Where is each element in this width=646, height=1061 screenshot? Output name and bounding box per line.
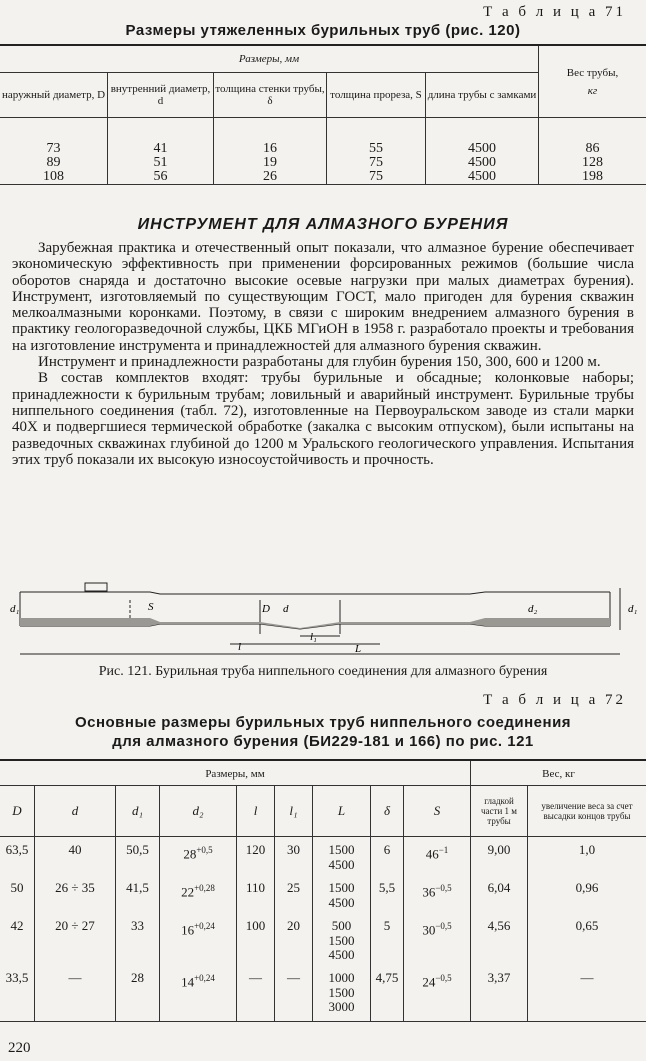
label-l: l <box>238 641 242 653</box>
table-row: 50 26 ÷ 35 41,5 $22^{+0,28}$ 110 25 1500 4500 5,5 $36^{-0,5}$ 6,04 0,96 <box>0 881 646 919</box>
paragraph: В состав комплектов входят: трубы бурильные и обсадные; колонковые наборы; принадлежности к бурильным трубам; ловильный и аварийный инструмент. Бурильные трубы ниппельного соединения (табл. 72), изготовленные на Первоуральском заводе из стали марки 40Х и подвергшиеся термической обработке (закалка с высоким отпуском), были испытаны на разведочных скважинах глубиной до 1200 м Уральского геологического управления. Испытания этих труб показали их высокую износоустойчивость и прочность. <box>12 370 634 468</box>
group-header: Размеры, мм <box>0 45 539 73</box>
col-header: наружный диаметр, D <box>0 73 108 118</box>
table-row: 63,5 40 50,5 $28^{+0,5}$ 120 30 1500 4500 6 $46^{-1}$ 9,00 1,0 <box>0 843 646 881</box>
page-number: 220 <box>8 1040 31 1056</box>
col-header: толщина прореза, S <box>327 73 426 118</box>
table-title: Основные размеры бурильных труб ниппельного соединения <box>74 714 572 731</box>
label-d1: d₁ <box>10 603 20 615</box>
col-header: l <box>237 786 275 837</box>
col-header: δ <box>371 786 404 837</box>
col-header: D <box>0 786 35 837</box>
group-header: Размеры, мм <box>0 760 471 786</box>
col-header: гладкой части 1 м трубы <box>471 786 528 837</box>
section-heading: ИНСТРУМЕНТ ДЛЯ АЛМАЗНОГО БУРЕНИЯ <box>137 216 509 233</box>
col-header: внутренний диаметр, d <box>108 73 214 118</box>
table-title: для алмазного бурения (БИ229-181 и 166) по рис. 121 <box>112 733 534 750</box>
table-row: 33,5 — 28 $14^{+0,24}$ — — 1000 1500 3000 4,75 $24^{-0,5}$ 3,37 — <box>0 971 646 1022</box>
table-number: Т а б л и ц а 72 <box>483 692 626 708</box>
pipe-drawing <box>0 578 646 660</box>
label-d1-right: d₁ <box>628 603 638 615</box>
col-header: L <box>313 786 371 837</box>
col-header: длина трубы с замками <box>426 73 539 118</box>
col-header: увеличение веса за счет высадки концов трубы <box>528 786 646 837</box>
paragraph: Зарубежная практика и отечественный опыт показали, что алмазное бурение обеспечивает экономическую эффективность при применении форсированных режимов (большие числа оборотов снаряда и достаточно высокие осевые нагрузки при малых диаметрах бурения). Инструмент, изготовляемый по существующим ГОСТ, мало пригоден для бурения скважин мелкоалмазными коронками. Поэтому, в связи с широким внедрением алмазного бурения в практику геологоразведочной службы, ЦКБ МГиОН в 1958 г. разработало проекты и требования на изготовление инструмента и принадлежностей для алмазного бурения скважин. <box>12 240 634 354</box>
weight-header: Вес, кг <box>471 760 646 786</box>
col-header: S <box>404 786 471 837</box>
label-s: S <box>148 601 154 613</box>
col-header: d <box>35 786 116 837</box>
table-72 <box>0 759 646 1022</box>
label-l1: l₁ <box>310 631 317 643</box>
paragraph: Инструмент и принадлежности разработаны для глубин бурения 150, 300, 600 и 1200 м. <box>38 354 601 371</box>
col-header: d₂ <box>160 786 237 837</box>
label-d2: d₂ <box>528 603 538 615</box>
label-d-outer: D <box>262 603 270 615</box>
col-header: l₁ <box>275 786 313 837</box>
label-d-inner: d <box>283 603 289 615</box>
label-L: L <box>355 643 362 655</box>
table-number: Т а б л и ц а 71 <box>483 4 626 20</box>
col-header: толщина стенки трубы, δ <box>214 73 327 118</box>
table-title: Размеры утяжеленных бурильных труб (рис. 120) <box>125 22 521 39</box>
weight-header: Вес трубы, кг <box>539 45 646 118</box>
section-text <box>12 240 634 468</box>
table-71: Размеры, мм Вес трубы, кг наружный диаметр, D внутренний диаметр, d толщина стенки трубы, δ толщина прореза, S длина трубы с замками 73 41 16 55 4500 86 89 51 19 75 4500 128 108 56 26 75 4500 198 <box>0 44 646 185</box>
table-row: 42 20 ÷ 27 33 $16^{+0,24}$ 100 20 500 1500 4500 5 $30^{-0,5}$ 4,56 0,65 <box>0 919 646 971</box>
col-header: d₁ <box>116 786 160 837</box>
figure-caption: Рис. 121. Бурильная труба ниппельного соединения для алмазного бурения <box>98 664 548 679</box>
